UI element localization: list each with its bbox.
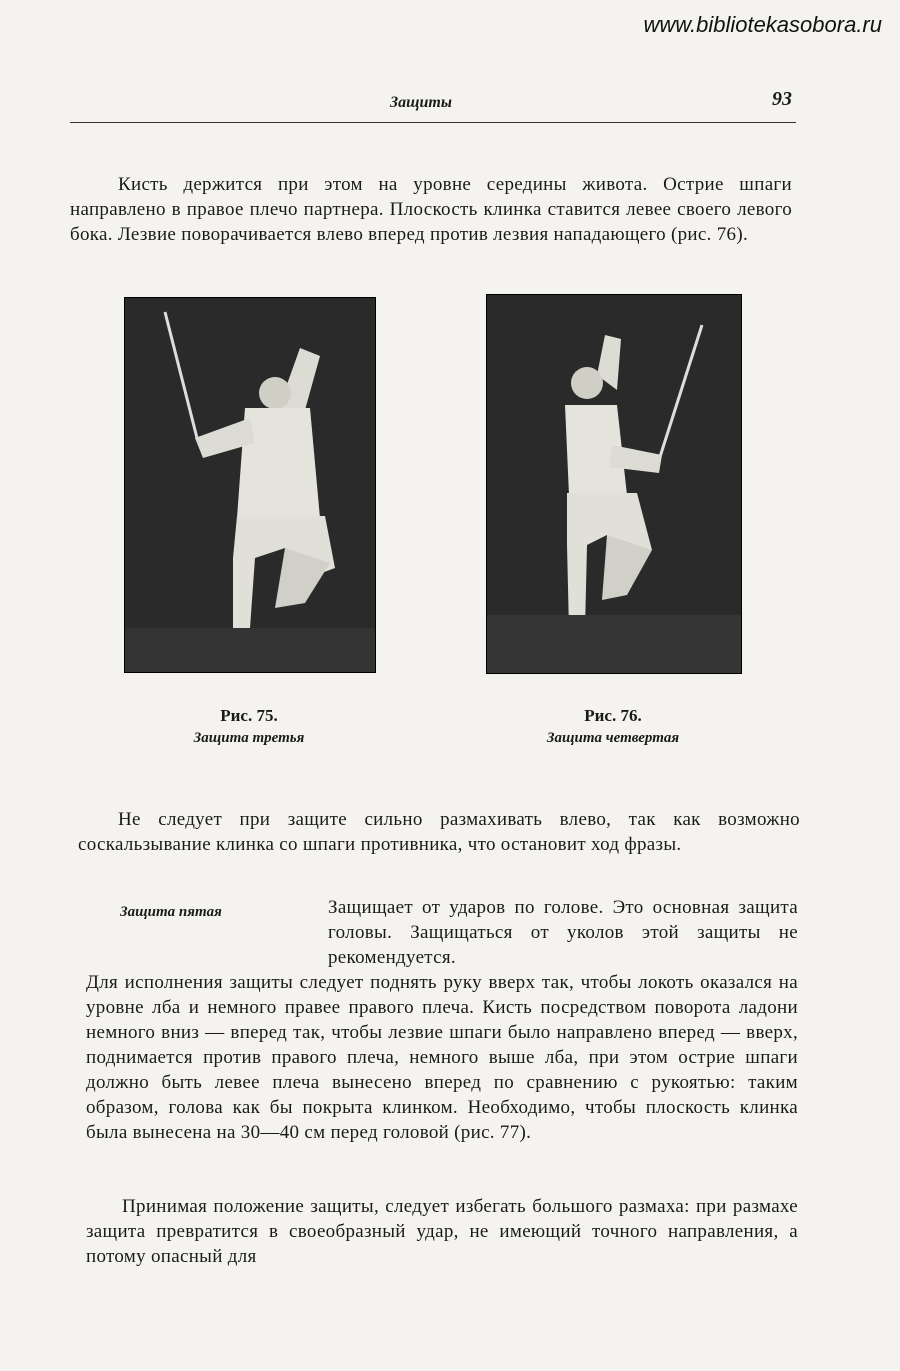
- page-number: 93: [772, 88, 792, 110]
- paragraph-1: Кисть держится при этом на уровне середины живота. Острие шпаги направлено в правое плечо партнера. Плоскость клинка ставится левее своего левого бока. Лезвие поворачивается влево вперед против лезвия нападающего (рис. 76).: [70, 174, 792, 245]
- paragraph-2: Не следует при защите сильно размахивать влево, так как возможно соскальзывание клинка со шпаги противника, что остановит ход фразы.: [78, 809, 800, 855]
- paragraph-4: Принимая положение защиты, следует избегать большого размаха: при размахе защита превратится в своеобразный удар, не имеющий точного направления, а потому опасный для: [86, 1196, 798, 1267]
- paragraph-3-rest: Для исполнения защиты следует поднять руку вверх так, чтобы локоть оказался на уровне лба и немного правее правого плеча. Кисть посредством поворота ладони немного вниз — вперед так, чтобы лезвие шпаги было направлено вперед — вверх, поднимается против правого плеча, немного выше лба, при этом острие шпаги должно быть левее плеча вынесено вперед по сравнению с рукоятью: таким образом, голова как бы покрыта клинком. Необходимо, чтобы плоскость клинка была вынесена на 30—40 см перед головой (рис. 77).: [86, 972, 798, 1143]
- figure-76-caption: [486, 705, 740, 749]
- fencer-third-guard-image: [125, 298, 375, 672]
- side-heading: Защита пятая: [120, 904, 222, 920]
- page-header: [70, 86, 796, 123]
- figure-75-title: Защита третья: [193, 730, 305, 746]
- figure-76-number: Рис. 76.: [584, 706, 642, 725]
- figure-76-title: Защита четвертая: [546, 730, 680, 746]
- figure-75-caption: [124, 705, 374, 749]
- figure-76-photo: [486, 294, 742, 674]
- watermark: www.bibliotekasobora.ru: [643, 12, 882, 37]
- figure-75-photo: [124, 297, 376, 673]
- section-title: Защиты: [390, 94, 452, 111]
- paragraph-3-start: Защищает от ударов по голове. Это основная защита головы. Защищаться от уколов этой защиты не рекомендуется.: [328, 897, 798, 968]
- fencer-fourth-guard-image: [487, 295, 741, 673]
- figure-75-number: Рис. 75.: [220, 706, 278, 725]
